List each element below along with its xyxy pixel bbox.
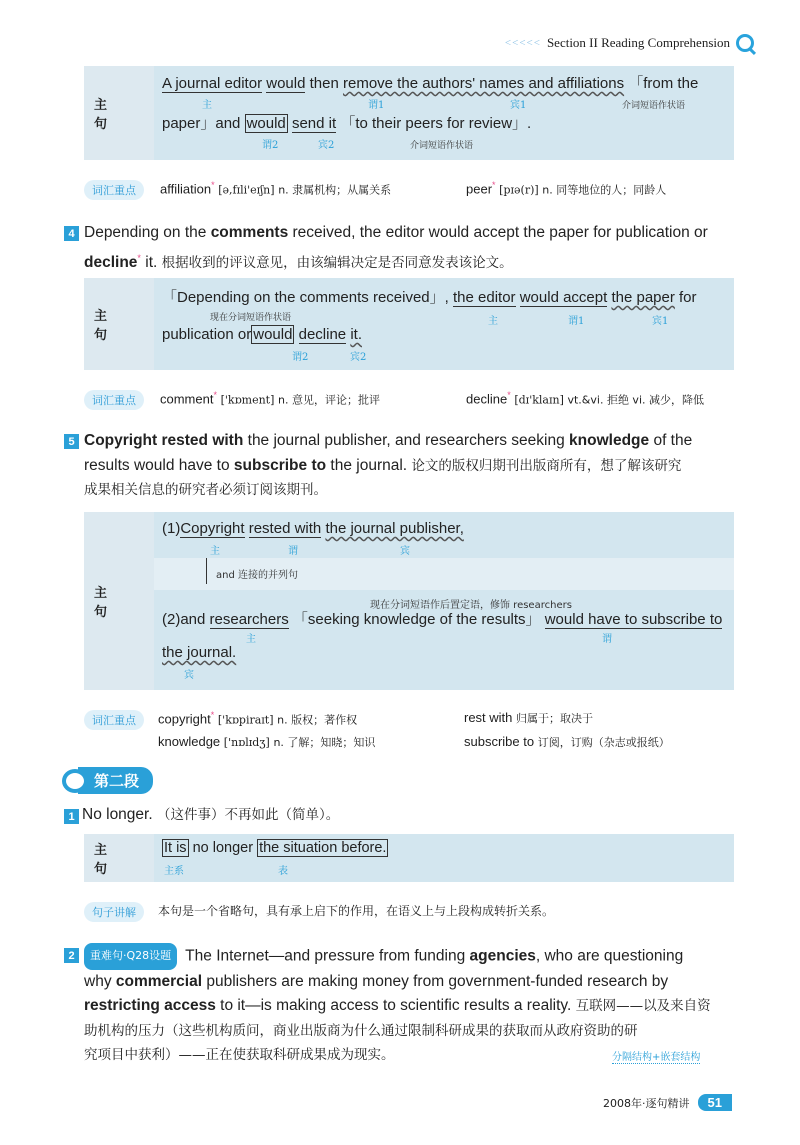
sentence-analysis-box-2 [84,278,734,370]
keyword: agencies [469,947,536,965]
clause-number: (1) [162,520,181,537]
object1: remove the authors' names and affiliations [343,75,625,92]
magnifier-icon [62,769,88,793]
sentence-number: 1 [64,809,79,824]
prep-phrase-1b: paper」and [162,115,241,132]
explanation [158,902,554,919]
section-header [62,767,153,794]
verb: would have to subscribe to [544,611,723,628]
box-content [154,512,734,690]
object: the journal publisher, [325,520,464,537]
attributive: 「seeking knowledge of the results」 [292,611,541,628]
subject: Copyright [180,520,245,537]
connector-line [206,558,207,584]
footer-text: 2008年·逐句精讲 [603,1096,690,1110]
vocab-meaning: n. 隶属机构；从属关系 [278,183,392,197]
vocab-meaning: vt.&vi. 拒绝 vi. 减少，降低 [567,393,704,407]
explanation-label: 句子讲解 [84,902,144,922]
vocab-item: copyright* ['kɒpiraɪt] n. 版权；著作权 [158,710,358,727]
prep-phrase-1a: 「from the [628,75,699,92]
tag-object1: 宾1 [510,100,527,111]
object2: it. [350,326,362,343]
vocab-meaning: n. 了解；知晓；知识 [273,736,376,749]
keyword: comments [210,224,289,241]
sentence-number: 5 [64,434,79,449]
adverb: then [309,75,339,92]
tag-verb: 谓 [288,546,298,557]
subject: researchers [209,611,289,628]
object1: the paper [611,289,675,306]
tag-predicative: 表 [278,866,288,877]
vocab-item: comment* ['kɒment] n. 意见，评论；批评 [160,390,380,407]
magnifier-icon [736,34,754,52]
structure-note: 分隔结构+嵌套结构 [612,1048,700,1064]
tag-subject: 主 [488,316,498,327]
vocab-word: rest with [464,710,513,725]
header-title: Section II Reading Comprehension [546,35,730,50]
box-content [154,66,734,160]
sentence-analysis-box-4 [84,834,734,882]
box-content [154,834,734,882]
text: No longer. [82,806,153,823]
keyword: knowledge [569,432,650,449]
vocab-word: comment [160,391,214,407]
tag-verb1: 谓1 [368,100,385,111]
note-prep-1: 介词短语作状语 [622,101,686,111]
translation: 究项目中获利）——正在使获取科研成果成为现实。 [84,1047,395,1063]
vocab-meaning: n. 意见，评论；批评 [278,393,380,407]
keyword: subscribe to [233,456,327,474]
keyword: restricting access [84,997,216,1014]
text: the journal publisher, and researchers seeking [243,432,570,449]
text: Depending on the [84,224,211,241]
text: for [679,289,697,306]
keyword: decline [84,253,138,271]
sentence-4: Depending on the comments received, the editor would accept the paper for publication or decline* it. 根据收到的评议意见，由该编辑决定是否同意发表该论文。 [84,224,708,271]
vocab-word: knowledge [158,734,221,749]
text: publication or [162,326,252,343]
header-arrows: <<<<< [504,37,541,49]
translation: 助机构的压力（这些机构质问，商业出版商为什么通过限制科研成果的获取而从政府资助的研 [84,1022,638,1039]
vocab-item: decline* [dɪ'klaɪn] vt.&vi. 拒绝 vi. 减少，降低 [466,390,704,407]
vocab-phonetic: [pɪə(r)] [499,183,539,197]
tag-subject: 主 [210,546,220,557]
vocab-meaning: 订阅，订购（杂志或报纸） [537,736,670,749]
sentence-analysis-box-1 [84,66,734,160]
verb1: would accept [519,289,608,306]
keyword: Copyright rested with [84,432,244,449]
vocab-phonetic: ['nɒlɪdʒ] [223,736,270,749]
text: to it—is making access to scientific results a reality. [215,997,576,1014]
verb2-aux: would [253,326,293,343]
tag-object2: 宾2 [318,140,335,151]
vocab-word: subscribe to [464,734,535,749]
translation: 互联网——以及来自资 [575,998,711,1014]
text: , who are questioning [535,947,684,965]
text: of the results would have to [84,432,693,474]
tag-object2: 宾2 [350,352,367,363]
vocab-word: decline [466,391,508,407]
note-attributive: 现在分词短语作后置定语，修饰 researchers [370,600,572,611]
box-label: 主 句 [84,278,154,370]
section-title: 第二段 [78,767,153,794]
vocab-label: 词汇重点 [84,180,144,200]
tag-verb1: 谓1 [568,316,585,327]
box-content [154,278,734,370]
text: why [84,972,116,990]
vocab-phonetic: [dɪ'klaɪn] [514,393,564,407]
tag-subject: 主 [202,100,212,111]
page-footer [603,1094,732,1111]
vocab-word: affiliation [160,181,212,197]
vocab-label: 词汇重点 [84,390,144,410]
tag-verb: 谓 [602,634,612,645]
tag-verb2: 谓2 [292,352,309,363]
text: The Internet—and pressure from funding [181,947,470,965]
translation: 成果相关信息的研究者必须订阅该期刊。 [84,482,327,498]
translation: 根据收到的评议意见，由该编辑决定是否同意发表该论文。 [161,254,513,271]
text: received, the editor would accept the paper for publication or [288,224,708,241]
vocab-phonetic: ['kɒpiraɪt] [217,713,274,727]
sentence-number: 2 [64,948,79,963]
explanation-text: 本句是一个省略句，具有承上启下的作用，在语义上与上段构成转折关系。 [158,904,555,918]
sentence-1 [82,803,734,828]
verb1-part: would [266,75,306,92]
verb2: send it [291,115,337,132]
vocab-phonetic: ['kɒment] [220,393,275,407]
object: the journal. [162,644,237,661]
tag-object: 宾 [400,546,410,557]
sentence-analysis-box-3 [84,512,734,690]
adverbial: 「Depending on the comments received」, [162,289,449,306]
note-coordinate: and 连接的并列句 [216,570,298,581]
vocab-phonetic: [ə,fɪli'eɪʃn] [218,183,275,197]
keyword: commercial [115,972,203,990]
page-number: 51 [698,1094,732,1111]
note-adverbial: 现在分词短语作状语 [210,313,292,323]
vocab-meaning: n. 版权；著作权 [277,713,358,727]
note-prep-2: 介词短语作状语 [410,141,474,151]
vocab-item: peer* [pɪə(r)] n. 同等地位的人；同龄人 [466,180,667,197]
vocab-label: 词汇重点 [84,710,144,730]
tag-verb2: 谓2 [262,140,279,151]
difficulty-badge: 重难句·Q28设题 [84,943,177,970]
subject: A journal editor [162,75,263,92]
vocab-item [464,710,593,726]
verb2: decline [298,326,347,343]
vocab-meaning: n. 同等地位的人；同龄人 [542,183,667,197]
tag-subject: 主 [246,634,256,645]
clause-number: (2)and [162,611,210,628]
sentence-5 [84,429,736,503]
vocab-item [464,734,670,750]
subject: the editor [453,289,516,306]
verb2-aux: would [246,115,286,132]
sentence-number: 4 [64,226,79,241]
box-label: 主 句 [84,512,154,690]
tag-subject-linking: 主系 [164,866,184,877]
translation: （这件事）不再如此（简单）。 [156,807,340,823]
adverb: no longer [192,840,254,856]
translation: 论文的版权归期刊出版商所有，想了解该研究 [411,457,682,474]
text: the journal. [326,456,412,474]
text: publishers are making money from government-funded research by [202,972,669,990]
verb: rested with [248,520,322,537]
tag-object: 宾 [184,670,194,681]
box-label: 主 句 [84,66,154,160]
subject-linking: It is [164,840,187,856]
vocab-word: copyright [158,711,211,727]
box-label: 主 句 [84,834,154,882]
vocab-item [158,734,375,750]
vocab-word: peer [466,181,493,197]
tag-object1: 宾1 [652,316,669,327]
vocab-meaning: 归属于；取决于 [516,712,594,725]
prep-phrase-2: 「to their peers for review」. [340,115,532,132]
predicative: the situation before. [259,840,387,856]
page-header [505,34,754,52]
vocab-item: affiliation* [ə,fɪli'eɪʃn] n. 隶属机构；从属关系 [160,180,392,197]
text: it. [140,253,162,271]
